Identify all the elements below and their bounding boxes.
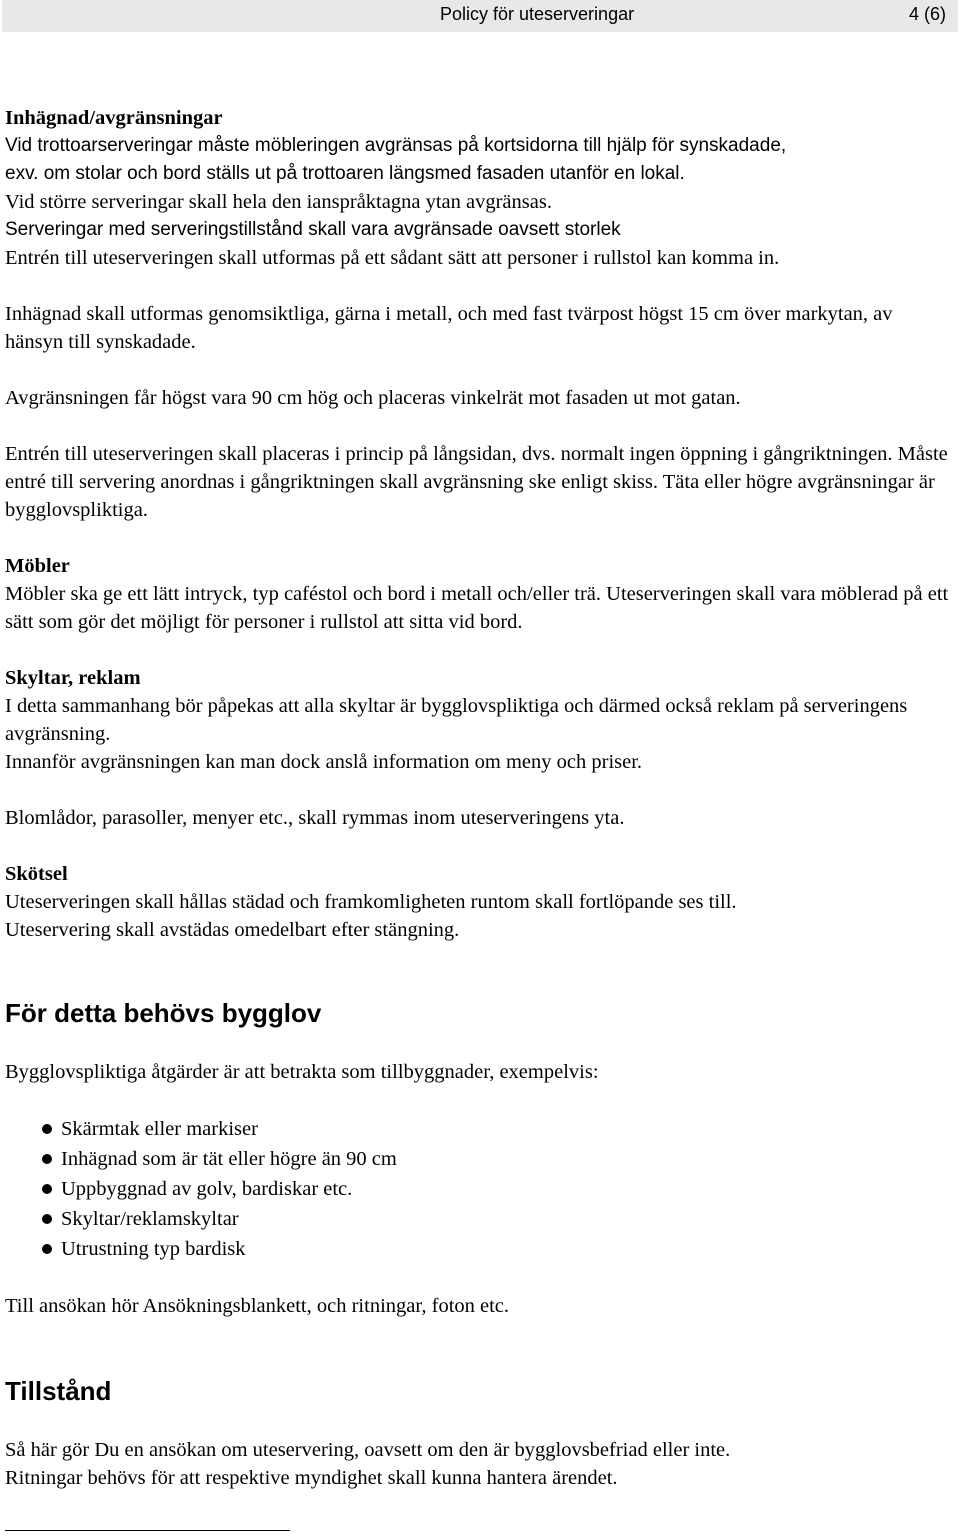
heading-enclosure: Inhägnad/avgränsningar [5,107,223,129]
section-title-permit: För detta behövs bygglov [5,998,322,1028]
enclosure-paragraph-2: Avgränsningen får högst vara 90 cm hög och placeras vinkelrät mot fasaden ut mot gatan. [5,387,741,409]
section-title-license: Tillstånd [5,1376,112,1406]
signs-text-1: I detta sammanhang bör påpekas att alla skyltar är bygglovspliktiga och därmed också reklam på serveringens avgränsning. [5,695,908,745]
list-item: Uppbyggnad av golv, bardiskar etc. [5,1174,955,1204]
document-body [5,104,955,1492]
heading-signs: Skyltar, reklam [5,667,141,689]
list-item: Skyltar/reklamskyltar [5,1204,955,1234]
signs-text-3: Blomlådor, parasoller, menyer etc., skall rymmas inom uteserveringens yta. [5,807,625,829]
enclosure-line-2: exv. om stolar och bord ställs ut på trottoaren längsmed fasaden utanför en lokal. [5,163,685,184]
care-text-2: Uteservering skall avstädas omedelbart efter stängning. [5,919,460,941]
bullet-icon [42,1124,52,1134]
header-title: Policy för uteserveringar [440,4,635,24]
page-header [2,0,958,32]
permit-list [5,1114,955,1264]
footer-rule [5,1530,290,1531]
license-text-2: Ritningar behövs för att respektive myndighet skall kunna hantera ärendet. [5,1467,618,1489]
bullet-icon [42,1214,52,1224]
license-text-1: Så här gör Du en ansökan om uteservering, oavsett om den är bygglovsbefriad eller inte. [5,1439,731,1461]
care-text-1: Uteserveringen skall hållas städad och framkomligheten runtom skall fortlöpande ses till. [5,891,737,913]
enclosure-line-4: Serveringar med serveringstillstånd skall vara avgränsade oavsett storlek [5,219,621,240]
heading-care: Skötsel [5,863,68,885]
bullet-icon [42,1244,52,1254]
furniture-text: Möbler ska ge ett lätt intryck, typ caféstol och bord i metall och/eller trä. Uteserveringen skall vara möblerad på ett sätt som gör det möjligt för personer i rullstol att sitta vid bord. [5,583,949,633]
permit-intro: Bygglovspliktiga åtgärder är att betrakta som tillbyggnader, exempelvis: [5,1061,599,1083]
list-item: Inhägnad som är tät eller högre än 90 cm [5,1144,955,1174]
enclosure-line-3: Vid större serveringar skall hela den ianspråktagna ytan avgränsas. [5,191,552,213]
list-item: Utrustning typ bardisk [5,1234,955,1264]
enclosure-entrance: Entrén till uteserveringen skall utformas på ett sådant sätt att personer i rullstol kan komma in. [5,247,780,269]
enclosure-line-1: Vid trottoarserveringar måste möbleringen avgränsas på kortsidorna till hjälp för synskadade, [5,135,787,156]
signs-text-2: Innanför avgränsningen kan man dock anslå information om meny och priser. [5,751,643,773]
heading-furniture: Möbler [5,555,70,577]
list-item: Skärmtak eller markiser [5,1114,955,1144]
bullet-icon [42,1154,52,1164]
permit-outro: Till ansökan hör Ansökningsblankett, och ritningar, foton etc. [5,1295,510,1317]
enclosure-paragraph-3: Entrén till uteserveringen skall placeras i princip på långsidan, dvs. normalt ingen öppning i gångriktningen. Måste entré till servering anordnas i gångriktningen skall avgränsning ske enligt skiss. Täta eller högre avgränsningar är bygglovspliktiga. [5,443,948,521]
bullet-icon [42,1184,52,1194]
enclosure-paragraph-1: Inhägnad skall utformas genomsiktliga, gärna i metall, och med fast tvärpost högst 15 cm över markytan, av hänsyn till synskadade. [5,303,893,353]
page-number: 4 (6) [908,4,946,24]
